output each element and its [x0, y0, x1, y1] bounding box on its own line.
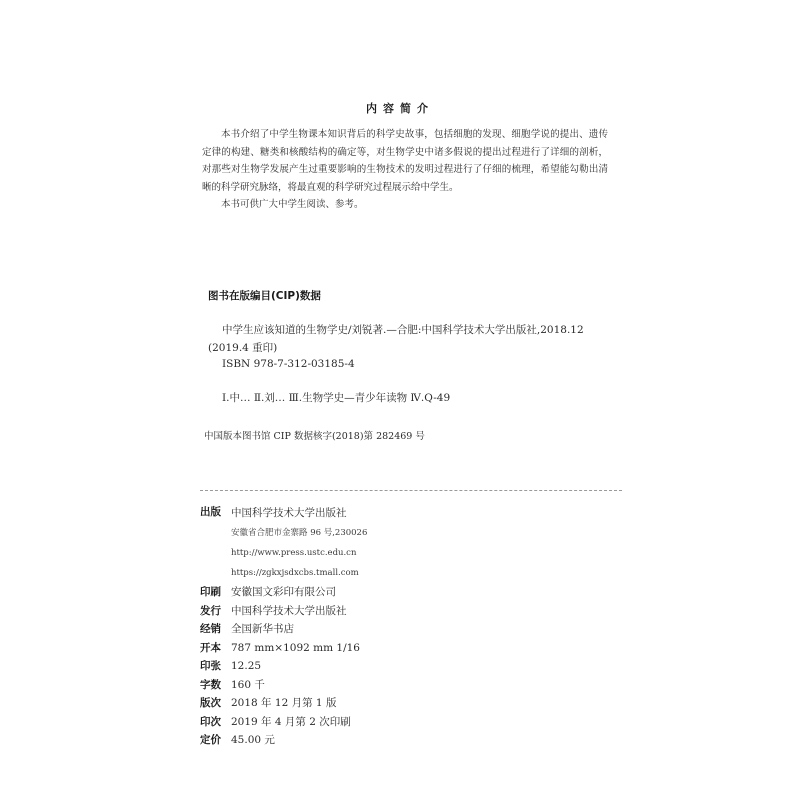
seller-value: 全国新华书店 [231, 623, 294, 635]
cip-isbn: ISBN 978-7-312-03185-4 [222, 358, 355, 370]
publisher-name: 中国科学技术大学出版社 [231, 507, 347, 519]
printer-value: 安徽国文彩印有限公司 [231, 586, 336, 598]
distributor-row [200, 602, 620, 621]
sheets-label: 印张 [200, 660, 221, 672]
publisher-details [231, 503, 367, 583]
format-value: 787 mm×1092 mm 1/16 [231, 641, 360, 654]
sheets-value: 12.25 [231, 660, 262, 672]
seller-row [200, 620, 620, 639]
edition-value: 2018 年 12 月第 1 版 [231, 697, 337, 709]
sheets-row [200, 657, 620, 676]
abstract-body [202, 126, 608, 214]
price-row [200, 731, 620, 750]
edition-label: 版次 [200, 697, 221, 709]
publisher-shop: https://zgkxjsdxcbs.tmall.com [231, 568, 359, 578]
abstract-paragraph-2: 本书可供广大中学生阅读、参考。 [221, 199, 364, 210]
cip-book-line: 中学生应该知道的生物学史/刘锐著.—合肥:中国科学技术大学出版社,2018.12 [222, 324, 584, 336]
publication-info [200, 503, 620, 750]
words-row [200, 676, 620, 695]
distributor-label: 发行 [200, 604, 221, 617]
words-label: 字数 [200, 678, 221, 691]
edition-row [200, 694, 620, 713]
publisher-row [200, 503, 620, 583]
cip-reprint-line: (2019.4 重印) [208, 342, 278, 354]
seller-label: 经销 [200, 623, 221, 635]
format-row [200, 639, 620, 658]
publisher-website: http://www.press.ustc.edu.cn [231, 548, 357, 558]
publisher-address: 安徽省合肥市金寨路 96 号,230026 [231, 528, 368, 538]
abstract-title: 内容简介 [366, 102, 434, 115]
printer-row [200, 583, 620, 602]
printing-label: 印次 [200, 715, 221, 728]
abstract-paragraph-1: 本书介绍了中学生物课本知识背后的科学史故事，包括细胞的发现、细胞学说的提出、遗传定律的构建、糖类和核酸结构的确定等，对生物学史中诸多假说的提出过程进行了详细的剖析，对那些对生物学发展产生过重要影响的生物技术的发明过程进行了仔细的梳理，希望能勾勒出清晰的科学研究脉络，将最直观的科学研究过程展示给中学生。 [202, 129, 608, 193]
price-value: 45.00 元 [231, 734, 275, 746]
format-label: 开本 [200, 641, 221, 654]
printing-row [200, 713, 620, 732]
publisher-label: 出版 [200, 506, 221, 518]
distributor-value: 中国科学技术大学出版社 [231, 604, 347, 617]
words-value: 160 千 [231, 678, 265, 691]
cip-classification: Ⅰ.中… Ⅱ.刘… Ⅲ.生物学史—青少年读物 Ⅳ.Q-49 [222, 392, 451, 404]
printer-label: 印刷 [200, 586, 221, 598]
section-divider [200, 490, 622, 491]
cip-verification-note: 中国版本图书馆 CIP 数据核字(2018)第 282469 号 [204, 431, 425, 442]
price-label: 定价 [200, 734, 221, 746]
printing-value: 2019 年 4 月第 2 次印刷 [231, 715, 351, 728]
cip-title: 图书在版编目(CIP)数据 [208, 290, 321, 302]
